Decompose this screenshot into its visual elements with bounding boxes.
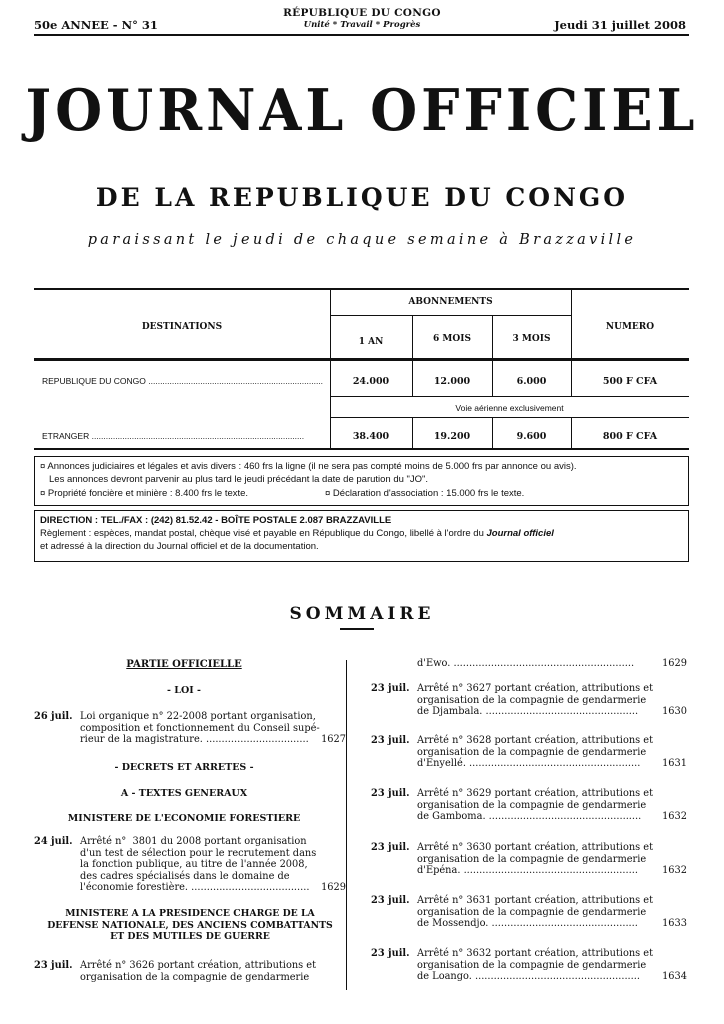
table-top-rule: [34, 288, 689, 290]
numero-header: NUMERO: [605, 322, 655, 332]
direction-contact: DIRECTION : TEL./FAX : (242) 81.52.42 - BOÎTE POSTALE 2.087 BRAZZAVILLE: [40, 515, 392, 526]
direction-adresse: et adressé à la direction du Journal officiel et de la documentation.: [40, 541, 319, 552]
toc-page: 1632: [662, 811, 687, 822]
loi-heading: - LOI -: [167, 685, 201, 696]
toc-text: d'Ewo. ..........................................................: [417, 658, 635, 669]
air-note: Voie aérienne exclusivement: [455, 403, 564, 413]
toc-date: 23 juil.: [34, 960, 73, 971]
toc-entry-3801: [34, 836, 346, 896]
toc-entry-3627: [371, 683, 687, 719]
toc-text: Arrêté n° 3626 portant création, attributions et organisation de la compagnie de gendarmerie: [80, 960, 317, 983]
price-etranger-1an: 38.400: [352, 431, 390, 442]
reglement-text: Règlement : espèces, mandat postal, chèque visé et payable en République du Congo, libellé à l'ordre du: [40, 528, 487, 539]
journal-tagline: paraissant le jeudi de chaque semaine à Brazzaville: [87, 232, 637, 248]
price-etranger-6mois: 19.200: [433, 431, 471, 442]
issue-number: 50e ANNEE - N° 31: [34, 18, 158, 32]
toc-page: 1634: [662, 971, 687, 982]
destinations-header: DESTINATIONS: [141, 322, 223, 332]
numero-congo: 500 F CFA: [602, 376, 658, 387]
ministry-defense-line1: MINISTERE A LA PRESIDENCE CHARGE DE LA: [65, 908, 315, 919]
toc-entry-3628: [371, 735, 687, 771]
subscription-table: [34, 288, 689, 450]
decrets-heading: - DECRETS ET ARRETES -: [114, 762, 254, 773]
period-3mois: 3 MOIS: [512, 334, 551, 344]
notices-box: [34, 456, 689, 506]
period-1an: 1 AN: [358, 337, 384, 347]
journal-title: JOURNAL OFFICIEL: [25, 76, 699, 144]
ministry-defense-line3: ET DES MUTILES DE GUERRE: [110, 931, 270, 942]
header-rule: [34, 34, 689, 36]
toc-text: Arrêté n° 3629 portant création, attributions et organisation de la compagnie de gendarmerie de Gamboma. .................................................: [417, 788, 654, 822]
textes-generaux-heading: A - TEXTES GENERAUX: [120, 788, 248, 799]
toc-date: 24 juil.: [34, 836, 73, 847]
sommaire-title: SOMMAIRE: [289, 604, 435, 624]
toc-date: 23 juil.: [371, 735, 410, 746]
price-congo-1an: 24.000: [352, 376, 390, 387]
toc-page: 1631: [662, 758, 687, 769]
toc-date: 23 juil.: [371, 683, 410, 694]
toc-page: 1629: [662, 658, 687, 669]
toc-text: Loi organique n° 22-2008 portant organisation, composition et fonctionnement du Conseil supé- rieur de la magistrature. .................................: [80, 711, 320, 745]
notice-propriete: ¤ Propriété foncière et minière : 8.400 frs le texte.: [40, 488, 249, 499]
toc-date: 23 juil.: [371, 788, 410, 799]
toc-text: Arrêté n° 3632 portant création, attributions et organisation de la compagnie de gendarmerie de Loango. .....................................................: [417, 948, 654, 982]
toc-date: 23 juil.: [371, 895, 410, 906]
toc-entry-3631: [371, 895, 687, 931]
partie-officielle-heading: PARTIE OFFICIELLE: [126, 659, 242, 670]
toc-entry-3629: [371, 788, 687, 824]
table-vrule-1: [330, 288, 331, 450]
toc-text: Arrêté n° 3801 du 2008 portant organisation d'un test de sélection pour le recrutement dans la fonction publique, au titre de l'année 2008, des cadres spécialisés dans le domaine de l'économie forestière. ......................................: [80, 836, 317, 893]
toc-entry-3626: [34, 960, 346, 986]
national-motto: Unité * Travail * Progrès: [303, 20, 421, 30]
notice-annonces: ¤ Annonces judiciaires et légales et avis divers : 460 frs la ligne (il ne sera pas compté moins de 5.000 frs par annonce ou avis).: [40, 461, 577, 472]
republic-name: RÉPUBLIQUE DU CONGO: [283, 7, 441, 19]
toc-page: 1633: [662, 918, 687, 929]
toc-text: Arrêté n° 3630 portant création, attributions et organisation de la compagnie de gendarmerie d'Epéna. ........................................................: [417, 842, 654, 876]
toc-page: 1632: [662, 865, 687, 876]
toc-date: 23 juil.: [371, 842, 410, 853]
direction-box: [34, 510, 689, 562]
toc-date: 26 juil.: [34, 711, 73, 722]
toc-entry-3630: [371, 842, 687, 878]
ministry-defense-line2: DEFENSE NATIONALE, DES ANCIENS COMBATTANTS: [47, 919, 333, 931]
toc-text: Arrêté n° 3628 portant création, attributions et organisation de la compagnie de gendarmerie d'Enyellé. .......................................................: [417, 735, 654, 769]
journal-officiel-emph: Journal officiel: [486, 528, 554, 539]
toc-page: 1627: [321, 734, 346, 745]
ministry-defense-heading: [34, 908, 346, 943]
notice-association: ¤ Déclaration d'association : 15.000 frs le texte.: [325, 488, 525, 499]
abonnements-header: ABONNEMENTS: [408, 297, 493, 307]
toc-text: Arrêté n° 3631 portant création, attributions et organisation de la compagnie de gendarmerie de Mossendjo. ...............................................: [417, 895, 654, 929]
direction-reglement: [40, 528, 554, 540]
toc-entry-loi: [34, 711, 346, 751]
column-divider: [346, 660, 347, 990]
issue-date: Jeudi 31 juillet 2008: [554, 18, 686, 32]
toc-page: 1629: [321, 882, 346, 893]
dest-congo: REPUBLIQUE DU CONGO ..........................................................................: [42, 376, 324, 386]
notice-deadline: Les annonces devront parvenir au plus tard le jeudi précédant la date de parution du "JO".: [49, 474, 429, 485]
numero-etranger: 800 F CFA: [602, 431, 658, 442]
toc-text: Arrêté n° 3627 portant création, attributions et organisation de la compagnie de gendarmerie de Djambala. .................................................: [417, 683, 654, 717]
table-air-rule-bottom: [330, 417, 689, 418]
dest-etranger: ETRANGER ..........................................................................................: [42, 431, 305, 441]
price-congo-6mois: 12.000: [433, 376, 471, 387]
toc-date: 23 juil.: [371, 948, 410, 959]
table-air-rule-top: [330, 396, 689, 397]
toc-page: 1630: [662, 706, 687, 717]
table-bottom-rule: [34, 448, 689, 450]
sommaire-rule: [340, 628, 374, 630]
toc-entry-3632: [371, 948, 687, 984]
journal-subtitle: DE LA REPUBLIQUE DU CONGO: [95, 183, 629, 212]
ministry-forestry-heading: MINISTERE DE L'ECONOMIE FORESTIERE: [67, 813, 301, 824]
abonnements-rule: [330, 315, 571, 316]
table-header-rule: [34, 358, 689, 361]
price-etranger-3mois: 9.600: [516, 431, 547, 442]
toc-entry-3626-cont: [371, 658, 687, 672]
period-6mois: 6 MOIS: [433, 334, 471, 344]
price-congo-3mois: 6.000: [516, 376, 547, 387]
